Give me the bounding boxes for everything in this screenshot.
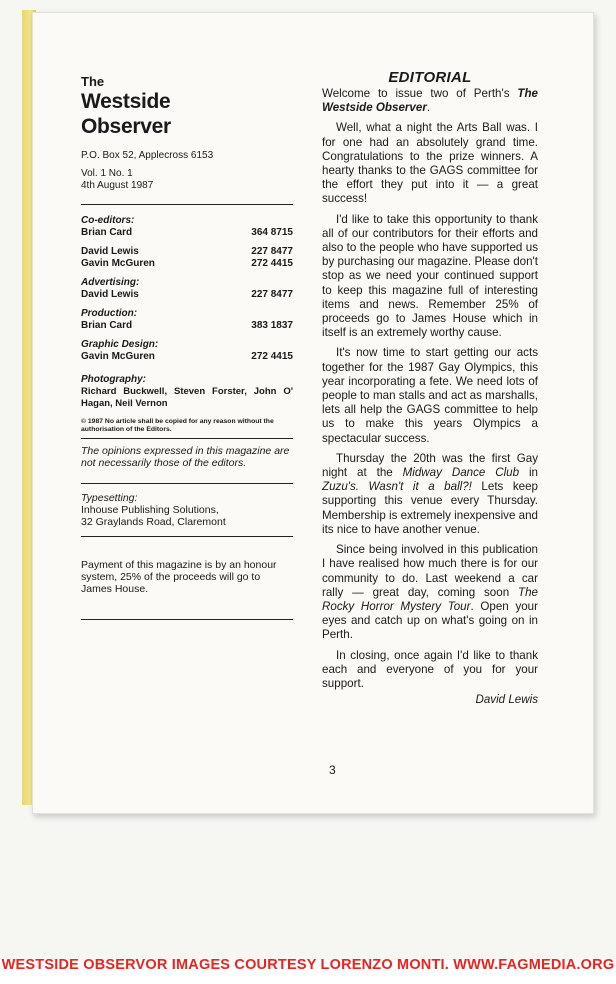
production-row (81, 320, 293, 332)
credit-banner: WESTSIDE OBSERVOR IMAGES COURTESY LORENZO MONTI. WWW.FAGMEDIA.ORG (1, 957, 615, 973)
advertising-name: David Lewis (81, 289, 139, 300)
coeditor-phone: 272 4415 (251, 258, 293, 269)
production-label: Production: (81, 308, 138, 319)
divider (81, 438, 293, 439)
coeditor-phone: 227 8477 (251, 246, 293, 257)
graphic-design-name: Gavin McGuren (81, 351, 155, 362)
opinions-disclaimer: The opinions expressed in this magazine are not necessarily those of the editors. (81, 445, 290, 469)
coeditor-row (81, 258, 293, 270)
photography-names: Richard Buckwell, Steven Forster, John O' Hagan, Neil Vernon (81, 386, 293, 409)
volume-number: Vol. 1 No. 1 (81, 168, 133, 179)
postal-address: P.O. Box 52, Applecross 6153 (81, 150, 214, 161)
coeditor-name: Gavin McGuren (81, 258, 155, 269)
editorial-title: EDITORIAL (388, 69, 472, 86)
divider (81, 619, 293, 620)
issue-date: 4th August 1987 (81, 180, 154, 191)
masthead-title-line1: Westside (81, 90, 171, 113)
coeditor-name: David Lewis (81, 246, 139, 257)
editorial-paragraph: I'd like to take this opportunity to thank all of our contributors for their efforts and also to the people who have supported us by purchasing our magazine. Please don't stop as we need your continued support to keep this magazine full of interesting items and news. Remember 25% of proceeds go to James House which in itself is an extremely worthy cause. (322, 212, 538, 340)
coeditor-phone: 364 8715 (251, 227, 293, 238)
masthead-column (81, 71, 293, 620)
graphic-design-label: Graphic Design: (81, 339, 159, 350)
typesetting-line1: Inhouse Publishing Solutions, (81, 504, 219, 516)
production-name: Brian Card (81, 320, 133, 331)
masthead-title-line2: Observer (81, 115, 171, 138)
advertising-phone: 227 8477 (251, 289, 293, 300)
editorial-signature: David Lewis (475, 693, 538, 707)
page-number: 3 (329, 763, 336, 777)
editorial-paragraph: In closing, once again I'd like to thank each and everyone of you for your support. (322, 648, 538, 690)
editorial-paragraph: It's now time to start getting our acts together for the 1987 Gay Olympics, this year incorporating a fete. We need lots of people to man stalls and act as marshalls, lets all help the GAGS committee to help us to make this years Olympics a spectacular success. (322, 346, 538, 445)
graphic-design-row (81, 351, 293, 363)
masthead-the: The (81, 74, 105, 89)
production-phone: 383 1837 (251, 320, 293, 331)
magazine-page (32, 12, 594, 814)
editorial-paragraph: Well, what a night the Arts Ball was. I for one had an absolutely grand time. Congratulations to the prize winners. A hearty thanks to the GAGS committee for the effort they put into it — a great success! (322, 121, 538, 206)
photography-label: Photography: (81, 374, 146, 385)
copyright-notice: © 1987 No article shall be copied for any reason without the authorisation of the Editors. (81, 418, 274, 433)
coeditor-name: Brian Card (81, 227, 133, 238)
advertising-label: Advertising: (81, 277, 140, 288)
coeditors-label: Co-editors: (81, 215, 135, 226)
editorial-paragraph: Since being involved in this publication I have realised how much there is for our community to do. Last weekend a car rally — great day, coming soon The Rocky Horror Mystery Tour. Open your eyes and catch up on what's going on in Perth. (322, 543, 538, 642)
typesetting-label: Typesetting: (81, 492, 138, 504)
divider (81, 536, 293, 537)
payment-note: Payment of this magazine is by an honour system, 25% of the proceeds will go to James House. (81, 559, 277, 595)
coeditor-row (81, 227, 293, 239)
divider (81, 204, 293, 205)
advertising-row (81, 289, 293, 301)
divider (81, 483, 293, 484)
editorial-paragraph: Thursday the 20th was the first Gay night at the Midway Dance Club in Zuzu's. Wasn't it a ball?! Lets keep supporting this venue every Thursday. Membership is extremely inexpensive and its nice to have another venue. (322, 451, 538, 536)
editorial-paragraph: Welcome to issue two of Perth's The Westside Observer. (322, 87, 538, 115)
typesetting-line2: 32 Graylands Road, Claremont (81, 516, 226, 528)
coeditor-row (81, 246, 293, 258)
editorial-column (322, 69, 538, 707)
graphic-design-phone: 272 4415 (251, 351, 293, 362)
